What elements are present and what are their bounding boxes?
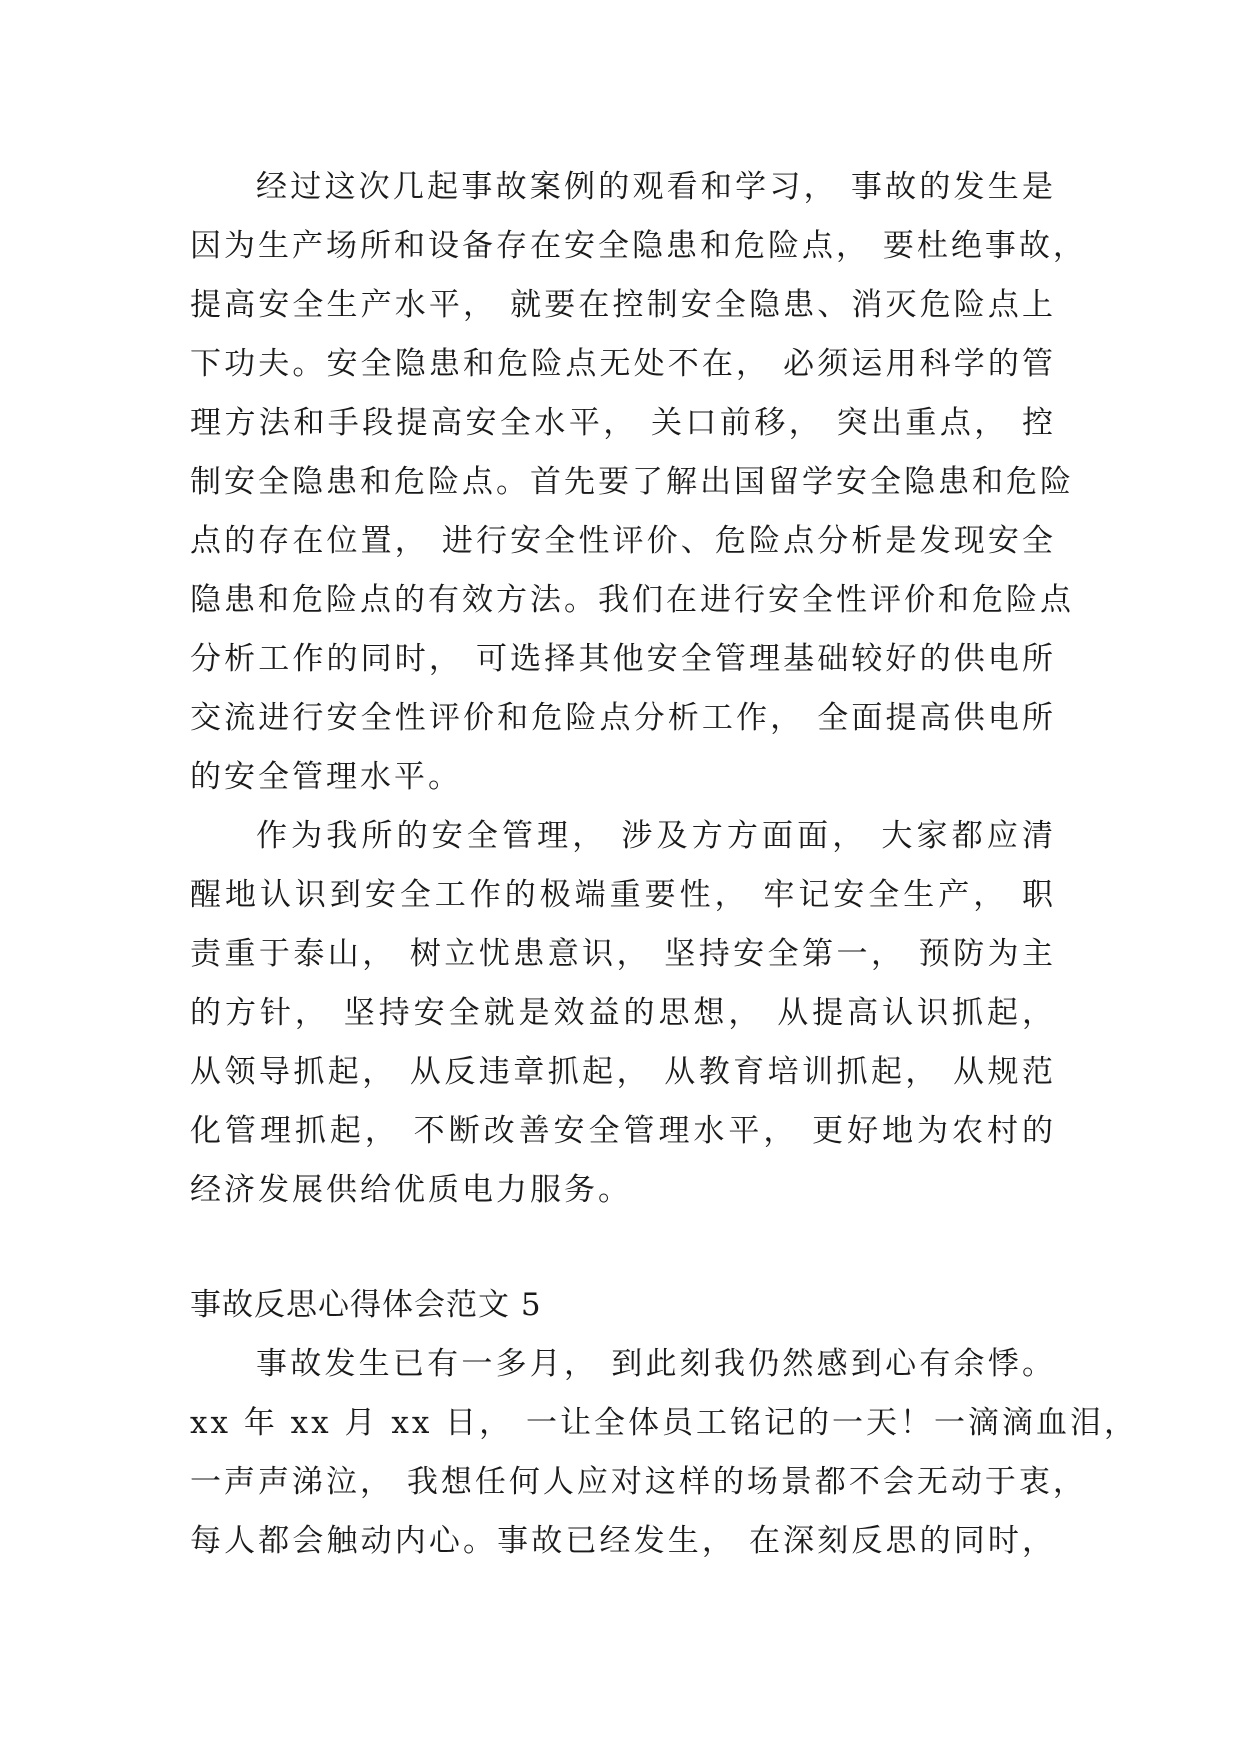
text-line: 分析工作的同时， 可选择其他安全管理基础较好的供电所 [190, 641, 1056, 677]
text-line: 的方针， 坚持安全就是效益的思想， 从提高认识抓起， [190, 995, 1056, 1031]
text-line: 因为生产场所和设备存在安全隐患和危险点， 要杜绝事故， [190, 228, 1087, 264]
text-line: 点的存在位置， 进行安全性评价、危险点分析是发现安全 [190, 523, 1056, 559]
paragraph-accident-reflection [190, 1335, 1139, 1571]
text-line: 经过这次几起事故案例的观看和学习， 事故的发生是 [256, 169, 1056, 205]
text-line: 作为我所的安全管理， 涉及方方面面， 大家都应清 [256, 818, 1056, 854]
text-line: 经济发展供给优质电力服务。 [190, 1172, 632, 1208]
text-line: 下功夫。安全隐患和危险点无处不在， 必须运用科学的管 [190, 346, 1056, 382]
text-line: 事故发生已有一多月， 到此刻我仍然感到心有余悸。 [256, 1346, 1056, 1382]
text-line: 从领导抓起， 从反违章抓起， 从教育培训抓起， 从规范 [190, 1054, 1056, 1090]
text-line: 醒地认识到安全工作的极端重要性， 牢记安全生产， 职 [190, 877, 1056, 913]
text-line: xx 年 xx 月 xx 日， 一让全体员工铭记的一天！一滴滴血泪， [190, 1405, 1139, 1441]
text-line: 的安全管理水平。 [190, 759, 462, 795]
text-line: 理方法和手段提高安全水平， 关口前移， 突出重点， 控 [190, 405, 1056, 441]
paragraph-safety-management [190, 807, 1056, 1220]
text-line: 一声声涕泣， 我想任何人应对这样的场景都不会无动于衷， [190, 1464, 1087, 1500]
text-line: 责重于泰山， 树立忧患意识， 坚持安全第一， 预防为主 [190, 936, 1056, 972]
text-line: 化管理抓起， 不断改善安全管理水平， 更好地为农村的 [190, 1113, 1056, 1149]
text-line: 交流进行安全性评价和危险点分析工作， 全面提高供电所 [190, 700, 1056, 736]
text-line: 制安全隐患和危险点。首先要了解出国留学安全隐患和危险 [190, 464, 1074, 500]
document-body [190, 158, 1139, 1571]
text-line: 隐患和危险点的有效方法。我们在进行安全性评价和危险点 [190, 582, 1074, 618]
paragraph-safety-hazards [190, 158, 1087, 807]
text-line: 提高安全生产水平， 就要在控制安全隐患、消灭危险点上 [190, 287, 1056, 323]
section-heading: 事故反思心得体会范文 5 [190, 1287, 542, 1323]
text-line: 每人都会触动内心。事故已经发生， 在深刻反思的同时， [190, 1523, 1056, 1559]
